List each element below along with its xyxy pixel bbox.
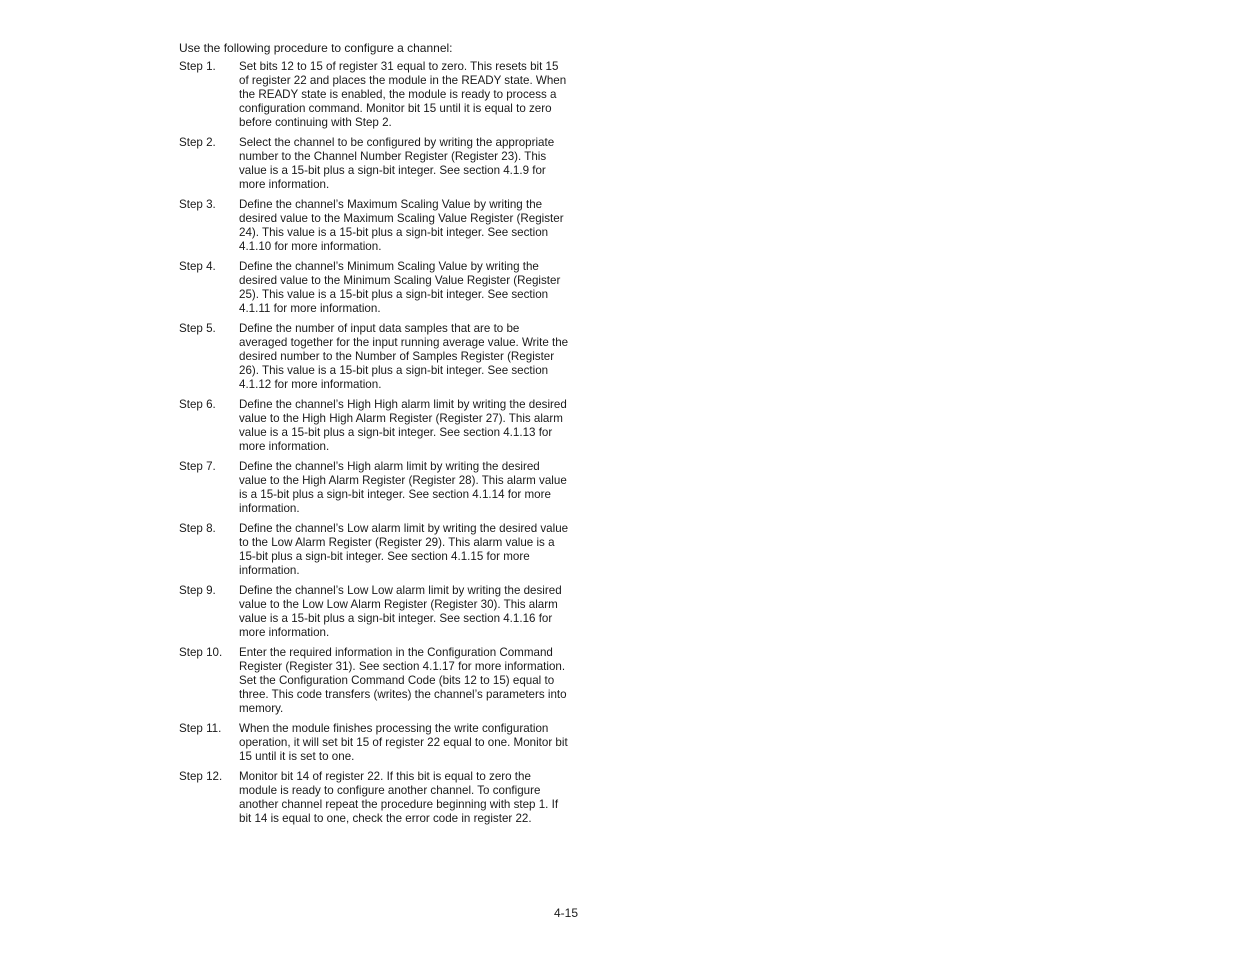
step-item [179, 522, 569, 578]
step-text: Define the number of input data samples that are to be averaged together for the input running average value. Write the desired number to the Number of Samples Register (Register 26). This value is a 15-bit plus a sign-bit integer. See section 4.1.12 for more information. [239, 322, 569, 391]
step-label: Step 9. [179, 584, 216, 597]
step-text: Define the channel’s Maximum Scaling Value by writing the desired value to the Maximum Scaling Value Register (Register 24). This value is a 15-bit plus a sign-bit integer. See section 4.1.10 for more information. [239, 198, 564, 253]
step-item [179, 260, 569, 316]
step-label: Step 4. [179, 260, 216, 273]
step-text: Select the channel to be configured by writing the appropriate number to the Channel Number Register (Register 23). This value is a 15-bit plus a sign-bit integer. See section 4.1.9 for more information. [239, 136, 555, 191]
step-text: Define the channel’s Low alarm limit by writing the desired value to the Low Alarm Register (Register 29). This alarm value is a 15-bit plus a sign-bit integer. See section 4.1.15 for more information. [239, 522, 569, 577]
step-item [179, 398, 569, 454]
step-label: Step 8. [179, 522, 216, 535]
step-label: Step 6. [179, 398, 216, 411]
step-text: Set bits 12 to 15 of register 31 equal to zero. This resets bit 15 of register 22 and places the module in the READY state. When the READY state is enabled, the module is ready to process a configuration command. Monitor bit 15 until it is equal to zero before continuing with Step 2. [239, 60, 567, 129]
step-label: Step 11. [179, 722, 222, 735]
step-label: Step 3. [179, 198, 216, 211]
step-item [179, 722, 569, 764]
step-text: Define the channel’s High High alarm limit by writing the desired value to the High High Alarm Register (Register 27). This alarm value is a 15-bit plus a sign-bit integer. See section 4.1.13 for more information. [239, 398, 567, 453]
step-item [179, 646, 569, 716]
step-label: Step 1. [179, 60, 216, 73]
intro-text: Use the following procedure to configure a channel: [179, 41, 453, 55]
step-text: Define the channel’s Low Low alarm limit by writing the desired value to the Low Low Alarm Register (Register 30). This alarm value is a 15-bit plus a sign-bit integer. See section 4.1.16 for more information. [239, 584, 562, 639]
step-label: Step 5. [179, 322, 216, 335]
step-text: Define the channel’s Minimum Scaling Value by writing the desired value to the Minimum Scaling Value Register (Register 25). This value is a 15-bit plus a sign-bit integer. See section 4.1.11 for more information. [239, 260, 561, 315]
step-item [179, 198, 569, 254]
step-item [179, 460, 569, 516]
step-list [179, 60, 569, 832]
step-label: Step 10. [179, 646, 223, 659]
step-item [179, 60, 569, 130]
step-text: Monitor bit 14 of register 22. If this bit is equal to zero the module is ready to configure another channel. To configure another channel repeat the procedure beginning with step 1. If bit 14 is equal to one, check the error code in register 22. [239, 770, 559, 825]
step-text: Enter the required information in the Configuration Command Register (Register 31). See section 4.1.17 for more information. Set the Configuration Command Code (bits 12 to 15) equal to three. This code transfers (writes) the channel’s parameters into memory. [239, 646, 567, 715]
step-item [179, 770, 569, 826]
step-label: Step 7. [179, 460, 216, 473]
step-item [179, 584, 569, 640]
step-text: When the module finishes processing the write configuration operation, it will set bit 15 of register 22 equal to one. Monitor bit 15 until it is set to one. [239, 722, 568, 763]
step-label: Step 12. [179, 770, 223, 783]
step-item [179, 322, 569, 392]
step-label: Step 2. [179, 136, 216, 149]
step-item [179, 136, 569, 192]
step-text: Define the channel’s High alarm limit by writing the desired value to the High Alarm Register (Register 28). This alarm value is a 15-bit plus a sign-bit integer. See section 4.1.14 for more information. [239, 460, 567, 515]
page-number: 4-15 [554, 906, 579, 920]
